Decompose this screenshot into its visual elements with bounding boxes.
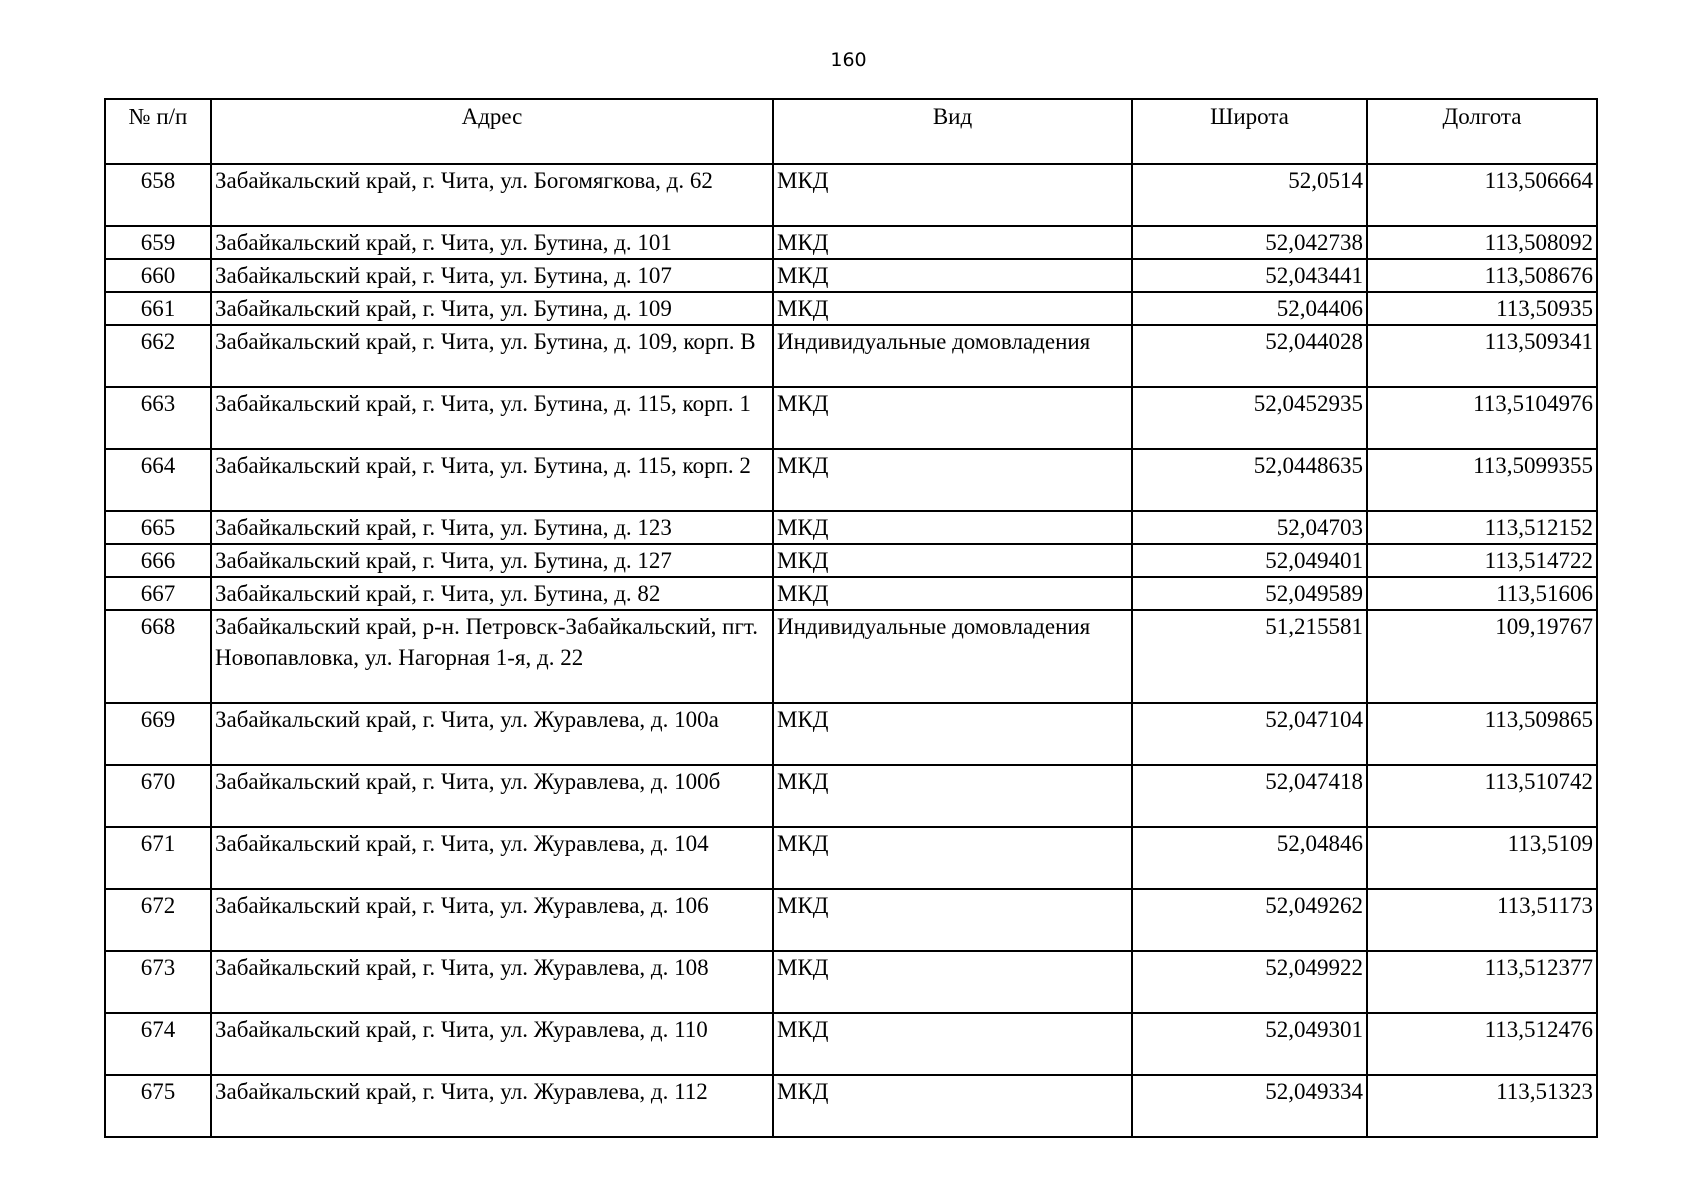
cell-address: Забайкальский край, г. Чита, ул. Журавлева, д. 100б bbox=[211, 765, 773, 827]
cell-lon: 113,51173 bbox=[1367, 889, 1597, 951]
cell-lat: 52,0514 bbox=[1132, 164, 1367, 226]
cell-lon: 113,51323 bbox=[1367, 1075, 1597, 1137]
cell-lat: 52,044028 bbox=[1132, 325, 1367, 387]
cell-num: 667 bbox=[105, 577, 211, 610]
cell-lat: 51,215581 bbox=[1132, 610, 1367, 703]
cell-address: Забайкальский край, г. Чита, ул. Бутина, д. 127 bbox=[211, 544, 773, 577]
cell-lon: 113,508092 bbox=[1367, 226, 1597, 259]
cell-lat: 52,049922 bbox=[1132, 951, 1367, 1013]
cell-kind: МКД bbox=[773, 703, 1132, 765]
header-lat: Широта bbox=[1132, 99, 1367, 164]
table-row bbox=[105, 325, 1597, 387]
table-row bbox=[105, 827, 1597, 889]
cell-num: 673 bbox=[105, 951, 211, 1013]
cell-kind: МКД bbox=[773, 1013, 1132, 1075]
cell-num: 665 bbox=[105, 511, 211, 544]
table-row bbox=[105, 387, 1597, 449]
cell-lat: 52,047418 bbox=[1132, 765, 1367, 827]
cell-lat: 52,04703 bbox=[1132, 511, 1367, 544]
cell-lat: 52,049589 bbox=[1132, 577, 1367, 610]
cell-lon: 113,508676 bbox=[1367, 259, 1597, 292]
cell-address: Забайкальский край, г. Чита, ул. Бутина, д. 115, корп. 1 bbox=[211, 387, 773, 449]
table-row bbox=[105, 1013, 1597, 1075]
cell-num: 660 bbox=[105, 259, 211, 292]
cell-lon: 109,19767 bbox=[1367, 610, 1597, 703]
cell-num: 668 bbox=[105, 610, 211, 703]
cell-num: 669 bbox=[105, 703, 211, 765]
cell-address: Забайкальский край, р-н. Петровск-Забайкальский, пгт. Новопавловка, ул. Нагорная 1-я, д. 22 bbox=[211, 610, 773, 703]
cell-kind: МКД bbox=[773, 577, 1132, 610]
cell-lat: 52,043441 bbox=[1132, 259, 1367, 292]
table-row bbox=[105, 544, 1597, 577]
cell-address: Забайкальский край, г. Чита, ул. Бутина, д. 101 bbox=[211, 226, 773, 259]
table-row bbox=[105, 292, 1597, 325]
cell-lat: 52,049334 bbox=[1132, 1075, 1367, 1137]
cell-lon: 113,514722 bbox=[1367, 544, 1597, 577]
cell-address: Забайкальский край, г. Чита, ул. Журавлева, д. 104 bbox=[211, 827, 773, 889]
cell-num: 659 bbox=[105, 226, 211, 259]
cell-lon: 113,5109 bbox=[1367, 827, 1597, 889]
table-row bbox=[105, 1075, 1597, 1137]
cell-num: 661 bbox=[105, 292, 211, 325]
cell-kind: МКД bbox=[773, 1075, 1132, 1137]
table-row bbox=[105, 951, 1597, 1013]
cell-kind: МКД bbox=[773, 226, 1132, 259]
cell-address: Забайкальский край, г. Чита, ул. Бутина, д. 123 bbox=[211, 511, 773, 544]
cell-kind: МКД bbox=[773, 387, 1132, 449]
cell-lat: 52,049401 bbox=[1132, 544, 1367, 577]
cell-lat: 52,049262 bbox=[1132, 889, 1367, 951]
cell-num: 663 bbox=[105, 387, 211, 449]
cell-lat: 52,049301 bbox=[1132, 1013, 1367, 1075]
cell-address: Забайкальский край, г. Чита, ул. Бутина, д. 82 bbox=[211, 577, 773, 610]
cell-lat: 52,042738 bbox=[1132, 226, 1367, 259]
cell-lon: 113,506664 bbox=[1367, 164, 1597, 226]
cell-num: 664 bbox=[105, 449, 211, 511]
cell-address: Забайкальский край, г. Чита, ул. Бутина, д. 109 bbox=[211, 292, 773, 325]
table-row bbox=[105, 889, 1597, 951]
cell-num: 675 bbox=[105, 1075, 211, 1137]
cell-lon: 113,509341 bbox=[1367, 325, 1597, 387]
cell-kind: МКД bbox=[773, 544, 1132, 577]
cell-lat: 52,047104 bbox=[1132, 703, 1367, 765]
cell-lon: 113,512377 bbox=[1367, 951, 1597, 1013]
header-num: № п/п bbox=[105, 99, 211, 164]
cell-lon: 113,512152 bbox=[1367, 511, 1597, 544]
cell-address: Забайкальский край, г. Чита, ул. Журавлева, д. 112 bbox=[211, 1075, 773, 1137]
cell-address: Забайкальский край, г. Чита, ул. Журавлева, д. 110 bbox=[211, 1013, 773, 1075]
cell-kind: Индивидуальные домовладения bbox=[773, 610, 1132, 703]
cell-kind: МКД bbox=[773, 449, 1132, 511]
cell-lon: 113,509865 bbox=[1367, 703, 1597, 765]
header-lon: Долгота bbox=[1367, 99, 1597, 164]
cell-num: 670 bbox=[105, 765, 211, 827]
cell-lon: 113,50935 bbox=[1367, 292, 1597, 325]
cell-kind: МКД bbox=[773, 951, 1132, 1013]
header-row bbox=[105, 99, 1597, 164]
cell-kind: МКД bbox=[773, 259, 1132, 292]
table-row bbox=[105, 577, 1597, 610]
header-address: Адрес bbox=[211, 99, 773, 164]
cell-kind: МКД bbox=[773, 827, 1132, 889]
cell-address: Забайкальский край, г. Чита, ул. Журавлева, д. 108 bbox=[211, 951, 773, 1013]
cell-kind: МКД bbox=[773, 292, 1132, 325]
cell-address: Забайкальский край, г. Чита, ул. Журавлева, д. 100а bbox=[211, 703, 773, 765]
table-row bbox=[105, 703, 1597, 765]
cell-kind: Индивидуальные домовладения bbox=[773, 325, 1132, 387]
table-row bbox=[105, 511, 1597, 544]
table-row bbox=[105, 259, 1597, 292]
cell-kind: МКД bbox=[773, 765, 1132, 827]
cell-lon: 113,51606 bbox=[1367, 577, 1597, 610]
page-number: 160 bbox=[830, 49, 867, 71]
cell-lon: 113,5104976 bbox=[1367, 387, 1597, 449]
cell-address: Забайкальский край, г. Чита, ул. Бутина, д. 109, корп. В bbox=[211, 325, 773, 387]
cell-lat: 52,0452935 bbox=[1132, 387, 1367, 449]
table-row bbox=[105, 449, 1597, 511]
cell-kind: МКД bbox=[773, 511, 1132, 544]
cell-num: 671 bbox=[105, 827, 211, 889]
header-kind: Вид bbox=[773, 99, 1132, 164]
cell-address: Забайкальский край, г. Чита, ул. Бутина, д. 115, корп. 2 bbox=[211, 449, 773, 511]
cell-num: 666 bbox=[105, 544, 211, 577]
table-row bbox=[105, 164, 1597, 226]
cell-address: Забайкальский край, г. Чита, ул. Бутина, д. 107 bbox=[211, 259, 773, 292]
cell-address: Забайкальский край, г. Чита, ул. Журавлева, д. 106 bbox=[211, 889, 773, 951]
table-row bbox=[105, 226, 1597, 259]
cell-num: 662 bbox=[105, 325, 211, 387]
cell-num: 658 bbox=[105, 164, 211, 226]
cell-num: 672 bbox=[105, 889, 211, 951]
address-coordinates-table bbox=[104, 98, 1598, 1138]
cell-lat: 52,04406 bbox=[1132, 292, 1367, 325]
cell-lon: 113,5099355 bbox=[1367, 449, 1597, 511]
table-body bbox=[105, 164, 1597, 1137]
cell-kind: МКД bbox=[773, 164, 1132, 226]
table-row bbox=[105, 765, 1597, 827]
cell-address: Забайкальский край, г. Чита, ул. Богомягкова, д. 62 bbox=[211, 164, 773, 226]
cell-kind: МКД bbox=[773, 889, 1132, 951]
cell-lon: 113,510742 bbox=[1367, 765, 1597, 827]
cell-lon: 113,512476 bbox=[1367, 1013, 1597, 1075]
cell-lat: 52,0448635 bbox=[1132, 449, 1367, 511]
table-header bbox=[105, 99, 1597, 164]
cell-num: 674 bbox=[105, 1013, 211, 1075]
table-row bbox=[105, 610, 1597, 703]
cell-lat: 52,04846 bbox=[1132, 827, 1367, 889]
